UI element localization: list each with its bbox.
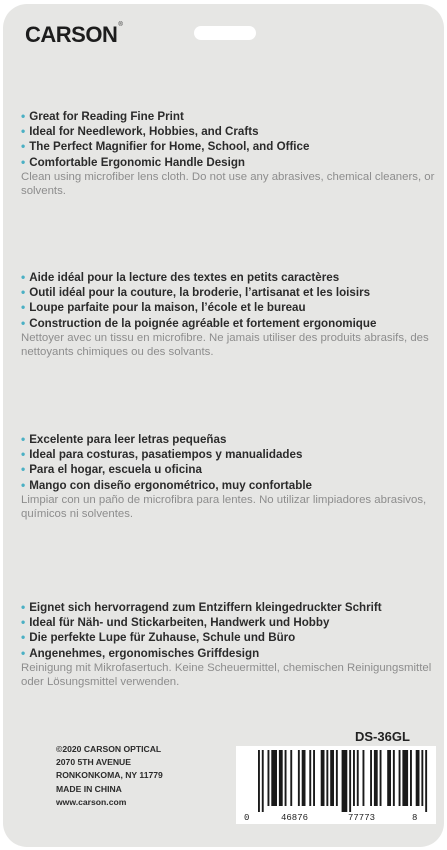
care-note: Reinigung mit Mikrofasertuch. Keine Scheuermittel, chemischen Reinigungsmittel oder Lösungsmittel verwenden. — [21, 661, 432, 688]
feature-item: • Die perfekte Lupe für Zuhause, Schule und Büro — [21, 630, 296, 645]
bullet-icon: • — [21, 447, 26, 462]
feature-item: • Excelente para leer letras pequeñas — [21, 432, 227, 446]
bullet-icon: • — [21, 285, 26, 300]
feature-item: • Para el hogar, escuela u oficina — [21, 462, 202, 477]
barcode-bar — [410, 750, 412, 806]
feature-item: • Mango con diseño ergonométrico, muy confortable — [21, 477, 312, 492]
barcode-bar — [387, 750, 391, 806]
barcode-bar — [374, 750, 378, 806]
barcode-bar — [313, 750, 315, 806]
barcode-bar — [271, 750, 277, 806]
section-english — [21, 109, 436, 198]
barcode-bar — [402, 750, 408, 806]
brand-logo-text: CARSON — [25, 22, 118, 47]
barcode-bar — [357, 750, 359, 806]
barcode-bar — [298, 750, 300, 806]
feature-item: • Construction de la poignée agréable et fortement ergonomique — [21, 315, 377, 330]
barcode-bar — [330, 750, 334, 806]
feature-item: • Ideal für Näh- und Stickarbeiten, Handwerk und Hobby — [21, 615, 330, 630]
barcode-bar — [285, 750, 287, 806]
address-line: 2070 5TH AVENUE — [56, 757, 131, 768]
barcode-bar — [342, 750, 348, 812]
bullet-icon: • — [21, 139, 26, 154]
bullet-icon: • — [21, 645, 26, 660]
barcode-bar — [302, 750, 306, 806]
bullet-icon: • — [21, 600, 26, 614]
barcode-bar — [279, 750, 283, 806]
model-number: DS-36GL — [355, 729, 410, 744]
bullet-icon: • — [21, 270, 26, 284]
address-line: MADE IN CHINA — [56, 783, 122, 794]
section-german — [21, 600, 436, 689]
barcode-bar — [425, 750, 427, 812]
bullet-icon: • — [21, 462, 26, 477]
barcode-bar — [353, 750, 355, 806]
barcode-digits-left: 46876 — [281, 813, 309, 823]
feature-item: • Comfortable Ergonomic Handle Design — [21, 154, 246, 169]
barcode-bar — [370, 750, 372, 806]
barcode-bar — [363, 750, 365, 806]
care-note: Nettoyer avec un tissu en microfibre. Ne jamais utiliser des produits abrasifs, des nettoyants chimiques ou des solvants. — [21, 331, 429, 358]
barcode-bar — [262, 750, 264, 812]
barcode-bar — [290, 750, 292, 806]
barcode-bar — [309, 750, 311, 806]
barcode-bar — [380, 750, 382, 806]
bullet-icon: • — [21, 615, 26, 630]
barcode-digit-first: 0 — [244, 813, 250, 823]
feature-item: • Great for Reading Fine Print — [21, 109, 184, 123]
barcode-bar — [399, 750, 401, 806]
bullet-icon: • — [21, 477, 26, 492]
barcode-bar — [421, 750, 423, 806]
barcode-bar — [268, 750, 270, 806]
barcode — [236, 746, 436, 824]
section-french — [21, 270, 436, 359]
feature-item: • Eignet sich hervorragend zum Entziffern kleingedruckter Schrift — [21, 600, 382, 614]
packaging-card — [3, 4, 444, 847]
feature-item: • Loupe parfaite pour la maison, l’école et le bureau — [21, 300, 306, 315]
company-address — [56, 743, 163, 809]
bullet-icon: • — [21, 154, 26, 169]
care-note: Limpiar con un paño de microfibra para lentes. No utilizar limpiadores abrasivos, químicos ni solventes. — [21, 493, 427, 520]
barcode-bar — [336, 750, 338, 806]
bullet-icon: • — [21, 315, 26, 330]
feature-item: • The Perfect Magnifier for Home, School, and Office — [21, 139, 310, 154]
barcode-bar — [349, 750, 351, 812]
address-line: ©2020 CARSON OPTICAL — [56, 744, 162, 754]
feature-item: • Ideal para costuras, pasatiempos y manualidades — [21, 447, 303, 462]
barcode-bar — [416, 750, 420, 806]
section-spanish — [21, 432, 436, 521]
care-note: Clean using microfiber lens cloth. Do not use any abrasives, chemical cleaners, or solvents. — [21, 170, 435, 197]
registered-mark: ® — [118, 22, 123, 28]
bullet-icon: • — [21, 432, 26, 446]
barcode-bar — [258, 750, 260, 812]
address-line: RONKONKOMA, NY 11779 — [56, 770, 163, 781]
feature-item: • Aide idéal pour la lecture des textes en petits caractères — [21, 270, 340, 284]
bullet-icon: • — [21, 300, 26, 315]
bullet-icon: • — [21, 109, 26, 123]
barcode-digit-last: 8 — [412, 813, 418, 823]
barcode-bar — [326, 750, 328, 806]
brand-logo — [25, 22, 122, 48]
feature-item: • Angenehmes, ergonomisches Griffdesign — [21, 645, 260, 660]
barcode-bar — [393, 750, 395, 806]
barcode-digits-right: 77773 — [348, 813, 376, 823]
feature-item: • Ideal for Needlework, Hobbies, and Crafts — [21, 124, 259, 139]
website: www.carson.com — [56, 796, 127, 807]
barcode-bar — [321, 750, 325, 806]
hang-hole — [194, 26, 256, 40]
bullet-icon: • — [21, 630, 26, 645]
feature-item: • Outil idéal pour la couture, la broderie, l’artisanat et les loisirs — [21, 285, 371, 300]
bullet-icon: • — [21, 124, 26, 139]
